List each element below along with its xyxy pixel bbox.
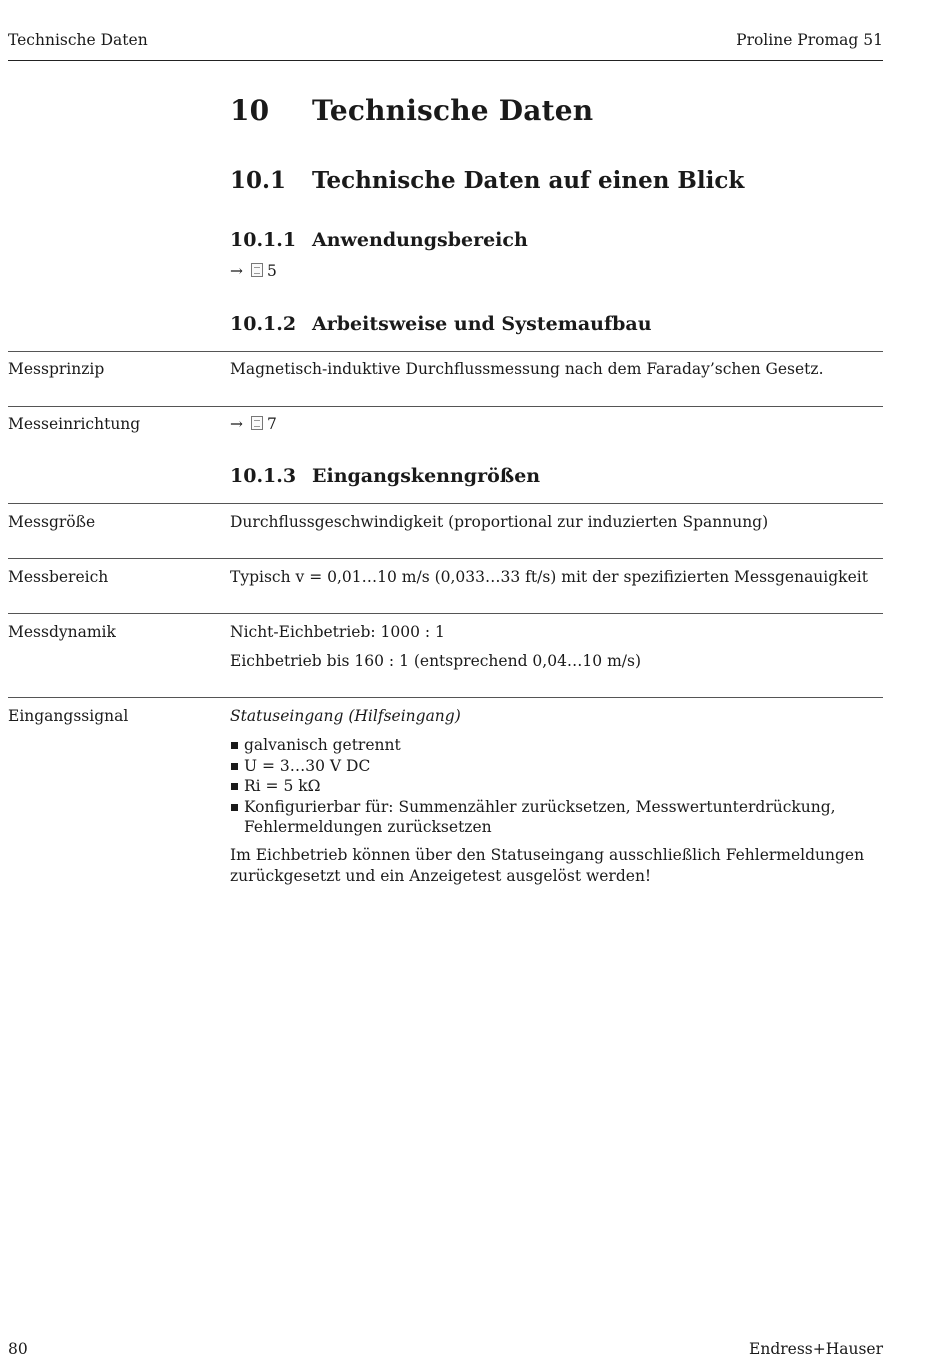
reference-page-number: 7 (267, 415, 277, 433)
row-divider (8, 406, 883, 407)
row-divider (8, 697, 883, 698)
arrow-icon: → (230, 415, 243, 433)
reference-page-number: 5 (267, 262, 277, 280)
row-value-messprinzip: Magnetisch-induktive Durchflussmessung nach dem Faraday’schen Gesetz. (230, 360, 824, 378)
row-label-messdynamik: Messdynamik (8, 623, 116, 641)
row-label-messbereich: Messbereich (8, 568, 109, 586)
subsection-title: Arbeitsweise und Systemaufbau (312, 313, 652, 335)
row-label-messprinzip: Messprinzip (8, 360, 105, 378)
row-value-messdynamik-line1: Nicht-Eichbetrieb: 1000 : 1 (230, 623, 445, 641)
bullet-list (230, 735, 880, 838)
subsection-number: 10.1.2 (230, 313, 297, 335)
running-header-left: Technische Daten (8, 31, 148, 49)
subsection-heading-anwendungsbereich (230, 229, 528, 251)
row-value-messdynamik-line2: Eichbetrieb bis 160 : 1 (entsprechend 0,04…10 m/s) (230, 652, 641, 670)
page-reference-link[interactable] (230, 262, 277, 280)
row-divider (8, 503, 883, 504)
chapter-title: Technische Daten (312, 94, 594, 127)
list-item: U = 3…30 V DC (230, 756, 880, 777)
arrow-icon: → (230, 262, 243, 280)
section-number: 10.1 (230, 167, 287, 194)
subsection-heading-eingangskenngroessen (230, 465, 540, 487)
subsection-title: Eingangskenngrößen (312, 465, 541, 487)
row-divider (8, 558, 883, 559)
subsection-title: Anwendungsbereich (312, 229, 528, 251)
row-label-messeinrichtung: Messeinrichtung (8, 415, 141, 433)
brand-name: Endress+Hauser (749, 1340, 883, 1358)
document-icon (251, 416, 263, 430)
row-divider (8, 351, 883, 352)
chapter-number: 10 (230, 94, 270, 127)
page-reference-link[interactable] (230, 415, 277, 433)
header-rule (8, 60, 883, 61)
section-heading (230, 167, 744, 194)
document-icon (251, 263, 263, 277)
subsection-number: 10.1.3 (230, 465, 297, 487)
row-value-messgroesse: Durchflussgeschwindigkeit (proportional zur induzierten Spannung) (230, 513, 769, 531)
subsection-heading-arbeitsweise (230, 313, 652, 335)
running-header-right: Proline Promag 51 (736, 31, 883, 49)
row-subtitle-statuseingang: Statuseingang (Hilfseingang) (230, 707, 461, 725)
list-item: Konfigurierbar für: Summenzähler zurücksetzen, Messwertunterdrückung, Fehlermeldungen zurücksetzen (230, 797, 880, 838)
list-item: Ri = 5 kΩ (230, 776, 880, 797)
chapter-heading (230, 94, 593, 127)
row-divider (8, 613, 883, 614)
row-value-messbereich: Typisch v = 0,01…10 m/s (0,033…33 ft/s) mit der spezifizierten Messgenauigkeit (230, 568, 868, 586)
section-title: Technische Daten auf einen Blick (312, 167, 745, 194)
row-label-eingangssignal: Eingangssignal (8, 707, 129, 725)
row-label-messgroesse: Messgröße (8, 513, 96, 531)
page-number: 80 (8, 1340, 28, 1358)
subsection-number: 10.1.1 (230, 229, 297, 251)
row-note-eichbetrieb: Im Eichbetrieb können über den Statuseingang ausschließlich Fehlermeldungen zurückgesetzt und ein Anzeigetest ausgelöst werden! (230, 846, 865, 885)
list-item: galvanisch getrennt (230, 735, 880, 756)
